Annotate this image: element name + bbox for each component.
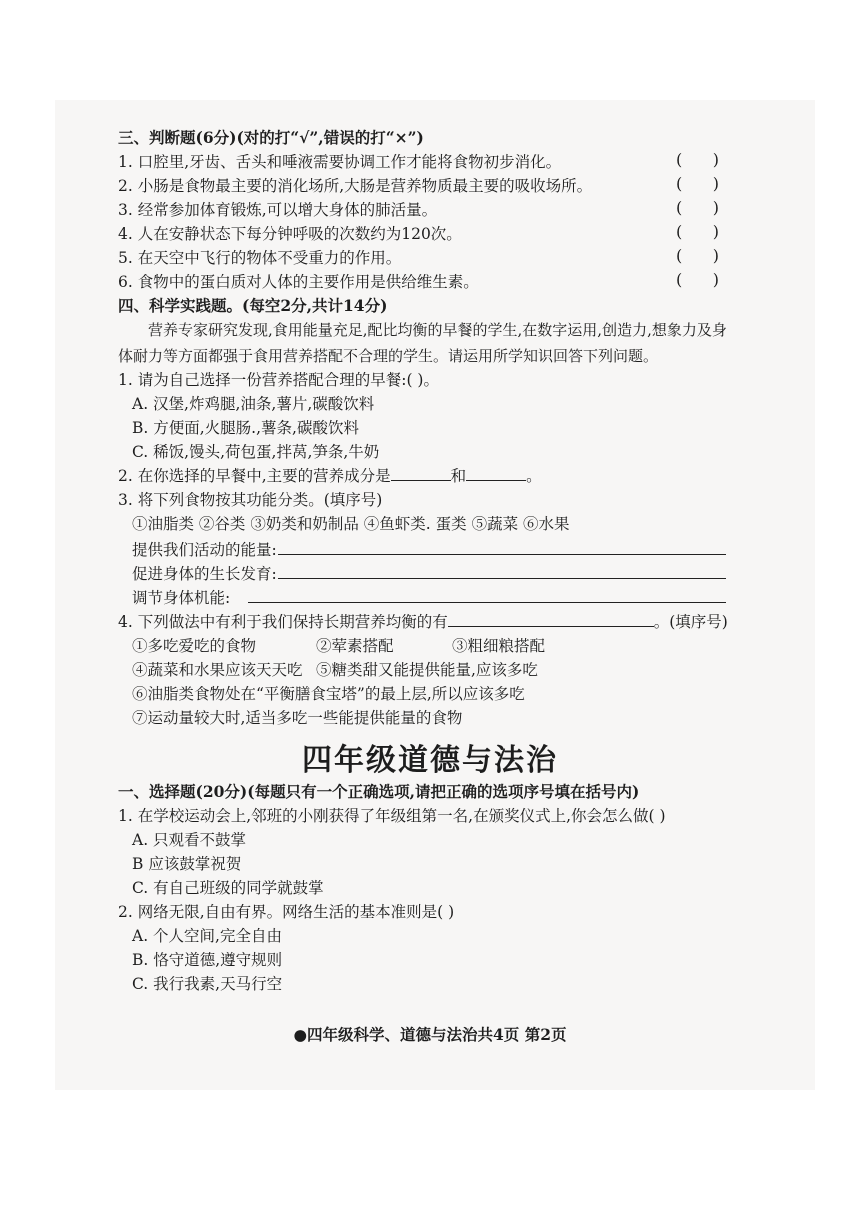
q1-option-a: A. 汉堡,炸鸡腿,油条,薯片,碳酸饮料 (132, 395, 375, 413)
moral-section1-title: 一、选择题(20分)(每题只有一个正确选项,请把正确的选项序号填在括号内) (118, 782, 640, 801)
q4-option-3: ③粗细粮搭配 (452, 637, 546, 655)
answer-paren-3: ( ) (676, 198, 719, 217)
q4-option-6: ⑥油脂类食物处在“平衡膳食宝塔”的最上层,所以应该多吃 (132, 685, 525, 703)
judge-item-4: 4. 人在安静状态下每分钟呼吸的次数约为120次。 (118, 225, 462, 243)
q4-blank[interactable] (448, 612, 654, 627)
judge-item-2: 2. 小肠是食物最主要的消化场所,大肠是营养物质最主要的吸收场所。 (118, 177, 593, 195)
q2-prefix: 2. 在你选择的早餐中,主要的营养成分是 (118, 467, 391, 485)
q3-fill-regulate-label: 调节身体机能: (132, 589, 231, 607)
answer-paren-6: ( ) (676, 270, 719, 289)
q4-suffix: 。(填序号) (653, 613, 728, 631)
moral-q1-option-b: B 应该鼓掌祝贺 (132, 855, 242, 873)
q4-question (118, 612, 728, 632)
q1-question: 1. 请为自己选择一份营养搭配合理的早餐:( )。 (118, 371, 439, 389)
section4-title: 四、科学实践题。(每空2分,共计14分) (118, 296, 388, 315)
judge-item-3: 3. 经常参加体育锻炼,可以增大身体的肺活量。 (118, 201, 438, 219)
moral-q2-question: 2. 网络无限,自由有界。网络生活的基本准则是( ) (118, 903, 455, 921)
q4-option-7: ⑦运动量较大时,适当多吃一些能提供能量的食物 (132, 709, 463, 727)
judge-item-1: 1. 口腔里,牙齿、舌头和唾液需要协调工作才能将食物初步消化。 (118, 153, 562, 171)
q3-fill-energy-label: 提供我们活动的能量: (132, 541, 277, 559)
q2-question (118, 466, 542, 486)
moral-q1-question: 1. 在学校运动会上,邻班的小刚获得了年级组第一名,在颁奖仪式上,你会怎么做( ) (118, 807, 666, 825)
q2-end: 。 (526, 467, 542, 485)
q4-option-2: ②荤素搭配 (316, 637, 394, 655)
q3-fill-energy-line[interactable] (278, 554, 726, 555)
moral-title: 四年级道德与法治 (302, 743, 558, 778)
moral-q2-option-c: C. 我行我素,天马行空 (132, 975, 283, 993)
q4-option-5: ⑤糖类甜又能提供能量,应该多吃 (316, 661, 538, 679)
q3-fill-growth-line[interactable] (278, 578, 726, 579)
answer-paren-5: ( ) (676, 246, 719, 265)
moral-q1-option-c: C. 有自己班级的同学就鼓掌 (132, 879, 324, 897)
answer-paren-1: ( ) (676, 150, 719, 169)
moral-q1-option-a: A. 只观看不鼓掌 (132, 831, 247, 849)
moral-q2-option-b: B. 恪守道德,遵守规则 (132, 951, 283, 969)
judge-item-5: 5. 在天空中飞行的物体不受重力的作用。 (118, 249, 402, 267)
q2-mid: 和 (450, 467, 467, 485)
q2-blank-2[interactable] (466, 466, 526, 481)
answer-paren-4: ( ) (676, 222, 719, 241)
q1-option-c: C. 稀饭,馒头,荷包蛋,拌莴,笋条,牛奶 (132, 443, 380, 461)
q3-fill-growth-label: 促进身体的生长发育: (132, 565, 277, 583)
q1-option-b: B. 方便面,火腿肠.,薯条,碳酸饮料 (132, 419, 359, 437)
q4-prefix: 4. 下列做法中有利于我们保持长期营养均衡的有 (118, 613, 448, 631)
section4-intro: 营养专家研究发现,食用能量充足,配比均衡的早餐的学生,在数字运用,创造力,想象力及身体耐力等方面都强于食用营养搭配不合理的学生。请运用所学知识回答下列问题。 (118, 321, 727, 365)
q4-option-4: ④蔬菜和水果应该天天吃 (132, 661, 303, 679)
q2-blank-1[interactable] (391, 466, 451, 481)
section3-title: 三、判断题(6分)(对的打“√”,错误的打“×”) (118, 128, 424, 147)
q4-option-1: ①多吃爱吃的食物 (132, 637, 257, 655)
q3-options: ①油脂类 ②谷类 ③奶类和奶制品 ④鱼虾类. 蛋类 ⑤蔬菜 ⑥水果 (132, 515, 570, 533)
answer-paren-2: ( ) (676, 174, 719, 193)
moral-q2-option-a: A. 个人空间,完全自由 (132, 927, 282, 945)
q3-question: 3. 将下列食物按其功能分类。(填序号) (118, 491, 383, 509)
page-footer: ●四年级科学、道德与法治共4页 第2页 (293, 1025, 567, 1044)
judge-item-6: 6. 食物中的蛋白质对人体的主要作用是供给维生素。 (118, 273, 479, 291)
q3-fill-regulate-line[interactable] (248, 602, 726, 603)
